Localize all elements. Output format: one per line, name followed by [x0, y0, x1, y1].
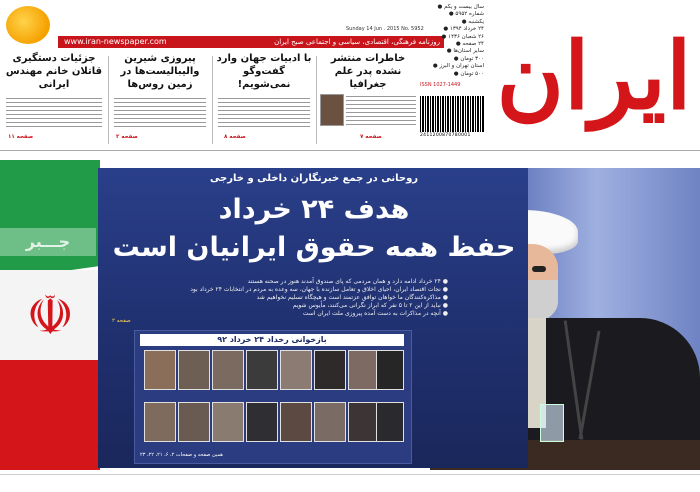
water-glass: [540, 404, 564, 442]
story-4-title[interactable]: جزئیات دستگیری قاتلان خانم مهندس ایرانی: [5, 53, 103, 90]
bottom-rule: [0, 474, 700, 475]
person-photo: [178, 402, 210, 442]
story-2-title[interactable]: با ادبیات جهان وارد گفت‌وگو نمی‌شویم!: [216, 53, 312, 90]
main-ref[interactable]: صفحه ۲: [112, 318, 131, 324]
site-url[interactable]: www.iran-newspaper.com: [64, 37, 167, 46]
person-photo: [212, 402, 244, 442]
column-divider: [316, 56, 317, 144]
photo-row: [140, 350, 404, 398]
barcode-number: 2411200870780001: [420, 133, 471, 138]
story-2-body: [218, 98, 310, 128]
glasses-right: [532, 266, 546, 272]
story-1-body: [346, 96, 416, 126]
person-photo: [246, 350, 278, 390]
story-3[interactable]: [112, 52, 208, 148]
person-photo: [314, 350, 346, 390]
story-1-photo: [320, 94, 344, 126]
story-3-ref[interactable]: صفحه ۲: [116, 134, 138, 140]
person-photo: [280, 402, 312, 442]
main-headline-1[interactable]: هدف ۲۴ خرداد: [218, 194, 410, 225]
photo-grid-title[interactable]: بازخوانی رخداد ۲۴ خرداد ۹۲: [140, 334, 404, 346]
person-photo: [212, 350, 244, 390]
column-divider: [212, 56, 213, 144]
story-1-ref[interactable]: صفحه ۷: [360, 134, 382, 140]
story-4-ref[interactable]: صفحه ۱۱: [8, 134, 34, 140]
person-photo: [314, 402, 346, 442]
flag-emblem-icon: ☫: [26, 284, 75, 347]
story-4[interactable]: [4, 52, 104, 148]
main-headline-2[interactable]: حفظ همه حقوق ایرانیان است: [112, 232, 516, 263]
person-photo: [178, 350, 210, 390]
photo-row: [140, 402, 404, 450]
issue-info: سال بیست و یکم ● شماره ۵۹۵۲ ● یکشنبه ● ۲۴ خرداد ۱۳۹۴ ● ۲۶ شعبان ۱۴۳۶ ● ۲۴ صفحه ● سایر استان‌ها ● ۳۰۰ تومان ● استان تهران و البرز ● ۵۰۰ تومان ●: [432, 4, 484, 77]
person-photo: [144, 350, 176, 390]
person-photo: [376, 350, 404, 390]
issn: ISSN 1027-1449: [420, 82, 461, 88]
person-photo: [280, 350, 312, 390]
person-photo: [376, 402, 404, 442]
section-rule: [0, 150, 700, 151]
column-divider: [108, 56, 109, 144]
tagline: روزنامه فرهنگی، اقتصادی، سیاسی و اجتماعی صبح ایران: [274, 38, 440, 46]
story-3-title[interactable]: پیروزی شیرین والیبالیست‌ها در زمین روس‌ها: [120, 53, 200, 90]
story-4-body: [6, 98, 102, 128]
story-1-title[interactable]: خاطرات منتشر نشده پدر علم جغرافیا: [330, 53, 406, 90]
story-2-ref[interactable]: صفحه ۸: [224, 134, 246, 140]
main-bullets: ● ۲۴ خرداد ادامه دارد و همان مردمی که پای صندوق آمدند هنوز در صحنه هستند ● نجات اقتصاد ایران، احیای اخلاق و تعامل سازنده با جهان، سه وعده به مردم در انتخابات ۲۴ خرداد بود ● مذاکره‌کنندگان ما خواهان توافق عزتمند است و هیچگاه تسلیم نخواهیم شد ● نباید از این ۲ تا ۵ نفر که ابراز نگرانی می‌کنند، مأیوس شویم ● آنچه در مذاکرات به دست آمده پیروزی ملت ایران است: [190, 278, 448, 317]
story-1[interactable]: [320, 52, 416, 148]
story-3-body: [114, 98, 206, 128]
watermark: جـــبر: [0, 228, 96, 256]
main-kicker: روحانی در جمع خبرنگاران داخلی و خارجی: [209, 173, 419, 184]
newspaper-logo: ایران: [496, 22, 692, 130]
person-photo: [246, 402, 278, 442]
story-2[interactable]: [216, 52, 312, 148]
sun-logo-icon: [6, 6, 50, 44]
iran-flag: [0, 160, 100, 470]
photo-grid-footer[interactable]: همین صفحه و صفحات ۲، ۶، ۲۱، ۲۲، ۲۳: [140, 452, 223, 458]
person-photo: [144, 402, 176, 442]
barcode: [420, 96, 484, 132]
issue-english: Sunday 14 Jun . 2015 No. 5952: [346, 26, 424, 32]
